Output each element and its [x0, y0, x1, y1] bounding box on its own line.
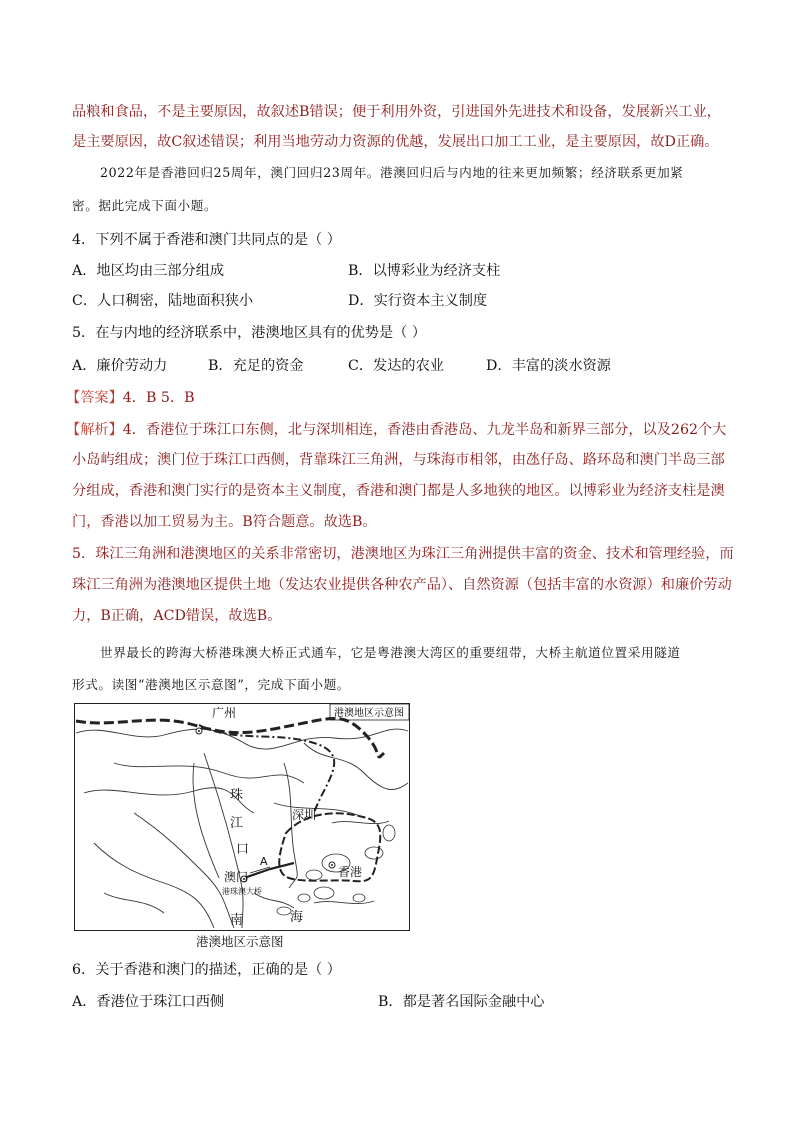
- analysis-line1-text: 4．香港位于珠江口东侧，北与深圳相连，香港由香港岛、九龙半岛和新界三部分，以及262个大: [122, 422, 727, 438]
- label-bridge: 港珠澳大桥: [222, 887, 262, 896]
- analysis-tag: 【解析】: [66, 422, 123, 438]
- q4-stem: 4．下列不属于香港和澳门共同点的是（ ）: [72, 232, 341, 248]
- answer-line: [66, 388, 195, 408]
- analysis-line4: 门，香港以加工贸易为主。B符合题意。故选B。: [72, 514, 377, 530]
- label-zhu: 珠: [230, 788, 244, 803]
- q5-stem: 5．在与内地的经济联系中，港澳地区具有的优势是（ ）: [72, 325, 427, 341]
- q5-option-d: D．丰富的淡水资源: [486, 358, 611, 374]
- answer-text: 4．B 5．B: [122, 390, 195, 406]
- q5-option-c: C．发达的农业: [348, 358, 444, 374]
- q4-option-c: C．人口稠密，陆地面积狭小: [72, 293, 254, 309]
- q4-option-b: B．以博彩业为经济支柱: [348, 263, 501, 279]
- analysis-line1: [66, 420, 726, 440]
- label-nan: 南: [230, 913, 244, 928]
- label-shenzhen: 深圳: [292, 808, 317, 822]
- map-title-text: 港澳地区示意图: [334, 708, 404, 719]
- prev-analysis-line2: 是主要原因，故C叙述错误；利用当地劳动力资源的优越，发展出口加工工业，是主要原因，故D正确。: [72, 134, 719, 150]
- q5-option-a: A．廉价劳动力: [72, 358, 168, 374]
- q4-option-d: D．实行资本主义制度: [348, 293, 488, 309]
- q6-option-a: A．香港位于珠江口西侧: [72, 994, 225, 1010]
- q5-option-b: B．充足的资金: [208, 358, 304, 374]
- q6-stem: 6．关于香港和澳门的描述，正确的是（ ）: [72, 962, 341, 978]
- passage1-line2: 密。据此完成下面小题。: [72, 198, 218, 213]
- passage1-line1: 2022年是香港回归25周年，澳门回归23周年。港澳回归后与内地的往来更加频繁；经济联系更加紧: [100, 165, 684, 180]
- analysis-line2: 小岛屿组成；澳门位于珠江口西侧，背靠珠江三角洲，与珠海市相邻，由氹仔岛、路环岛和澳门半岛三部: [72, 452, 725, 468]
- label-hongkong: 香港: [338, 865, 363, 879]
- q4-option-a: A．地区均由三部分组成: [72, 263, 225, 279]
- passage2-line2: 形式。读图“港澳地区示意图”，完成下面小题。: [72, 677, 350, 692]
- guangzhou-marker: [196, 728, 202, 734]
- hongkong-marker: [329, 862, 335, 868]
- label-kou: 口: [236, 842, 250, 857]
- analysis-line6: 珠江三角洲为港澳地区提供土地（发达农业提供各种农产品）、自然资源（包括丰富的水资源）和廉价劳动: [72, 577, 732, 593]
- label-guangzhou: 广州: [212, 706, 237, 720]
- q6-option-b: B．都是著名国际金融中心: [378, 994, 545, 1010]
- analysis-line5: 5．珠江三角洲和港澳地区的关系非常密切，港澳地区为珠江三角洲提供丰富的资金、技术和管理经验，而: [72, 546, 734, 562]
- label-hai: 海: [290, 910, 304, 925]
- hk-macau-map: [74, 703, 410, 931]
- answer-tag: 【答案】: [66, 390, 123, 406]
- analysis-line7: 力，B正确，ACD错误，故选B。: [72, 608, 282, 624]
- analysis-line3: 分组成，香港和澳门实行的是资本主义制度，香港和澳门都是人多地狭的地区。以博彩业为经济支柱是澳: [72, 483, 725, 499]
- passage2-line1: 世界最长的跨海大桥港珠澳大桥正式通车，它是粤港澳大湾区的重要纽带，大桥主航道位置采用隧道: [100, 645, 681, 660]
- map-caption: 港澳地区示意图: [196, 934, 284, 949]
- label-jiang: 江: [230, 816, 244, 831]
- prev-analysis-line1: 品粮和食品，不是主要原因，故叙述B错误；便于利用外资，引进国外先进技术和设备，发展新兴工业，: [72, 104, 721, 120]
- label-a: A: [260, 855, 268, 868]
- label-macau: 澳门: [224, 870, 249, 884]
